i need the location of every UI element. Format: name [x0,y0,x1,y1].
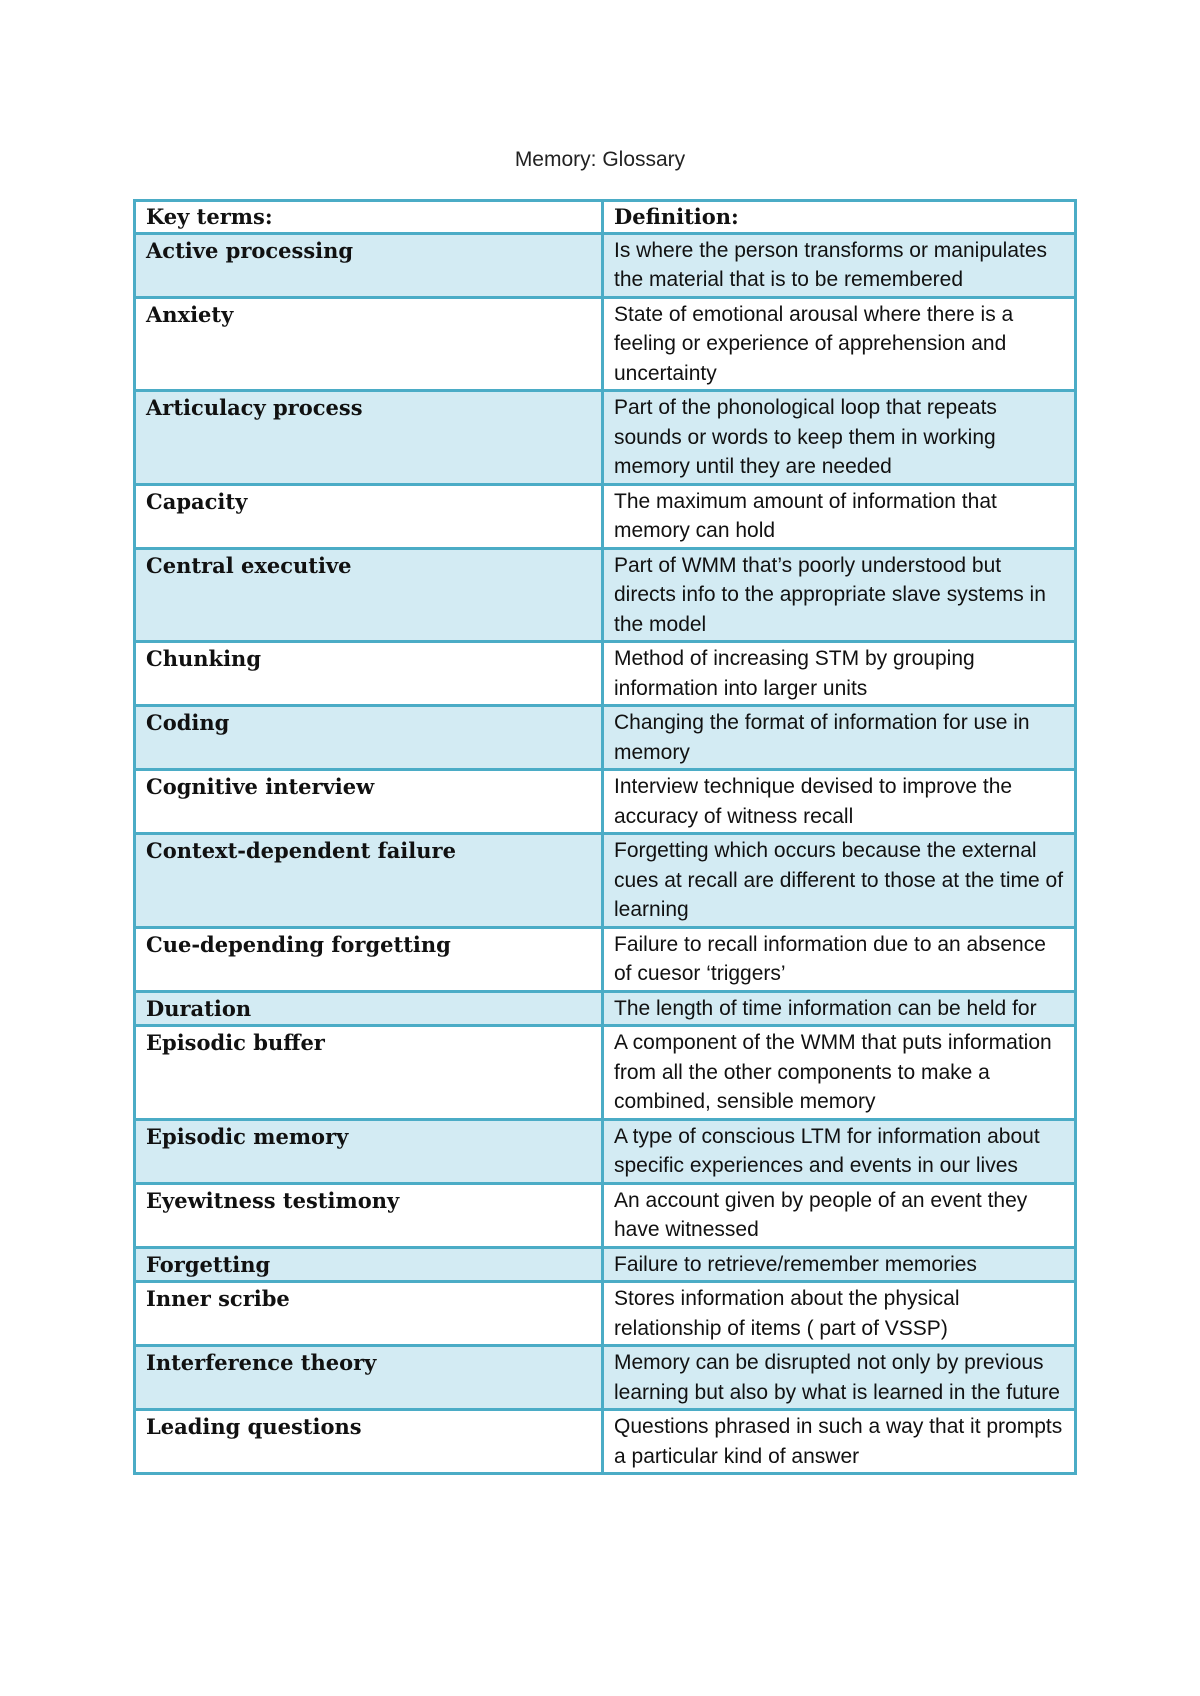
table-row [135,297,1076,391]
glossary-definition: A component of the WMM that puts information from all the other components to make a combined, sensible memory [603,1026,1076,1120]
glossary-term: Active processing [135,233,603,297]
glossary-term: Cognitive interview [135,770,603,834]
table-row [135,1282,1076,1346]
glossary-definition: The length of time information can be held for [603,991,1076,1026]
table-row [135,484,1076,548]
glossary-definition: Part of WMM that’s poorly understood but directs info to the appropriate slave systems in the model [603,548,1076,642]
glossary-definition: Memory can be disrupted not only by previous learning but also by what is learned in the future [603,1346,1076,1410]
header-definition: Definition: [603,201,1076,234]
table-row [135,706,1076,770]
glossary-definition: Failure to retrieve/remember memories [603,1247,1076,1282]
glossary-term: Context-dependent failure [135,834,603,928]
glossary-term: Duration [135,991,603,1026]
table-header-row [135,201,1076,234]
glossary-term: Inner scribe [135,1282,603,1346]
table-row [135,770,1076,834]
glossary-term: Anxiety [135,297,603,391]
glossary-definition: Questions phrased in such a way that it prompts a particular kind of answer [603,1410,1076,1474]
glossary-term: Interference theory [135,1346,603,1410]
glossary-term: Cue-depending forgetting [135,927,603,991]
glossary-term: Capacity [135,484,603,548]
glossary-definition: The maximum amount of information that memory can hold [603,484,1076,548]
glossary-definition: An account given by people of an event they have witnessed [603,1183,1076,1247]
glossary-definition: A type of conscious LTM for information about specific experiences and events in our lives [603,1119,1076,1183]
glossary-definition: State of emotional arousal where there is a feeling or experience of apprehension and uncertainty [603,297,1076,391]
glossary-definition: Stores information about the physical relationship of items ( part of VSSP) [603,1282,1076,1346]
table-row [135,1346,1076,1410]
glossary-term: Episodic buffer [135,1026,603,1120]
glossary-definition: Part of the phonological loop that repeats sounds or words to keep them in working memory until they are needed [603,391,1076,485]
glossary-definition: Forgetting which occurs because the external cues at recall are different to those at the time of learning [603,834,1076,928]
table-row [135,548,1076,642]
glossary-term: Leading questions [135,1410,603,1474]
page-title: Memory: Glossary [514,148,686,171]
glossary-term: Eyewitness testimony [135,1183,603,1247]
table-row [135,642,1076,706]
glossary-definition: Method of increasing STM by grouping information into larger units [603,642,1076,706]
table-row [135,991,1076,1026]
table-row [135,1183,1076,1247]
table-row [135,927,1076,991]
table-row [135,834,1076,928]
table-row [135,1119,1076,1183]
table-row [135,1026,1076,1120]
glossary-term: Coding [135,706,603,770]
glossary-term: Articulacy process [135,391,603,485]
glossary-definition: Is where the person transforms or manipulates the material that is to be remembered [603,233,1076,297]
glossary-table [133,199,1077,1475]
glossary-definition: Failure to recall information due to an absence of cuesor ‘triggers’ [603,927,1076,991]
table-row [135,1247,1076,1282]
glossary-definition: Interview technique devised to improve the accuracy of witness recall [603,770,1076,834]
glossary-term: Forgetting [135,1247,603,1282]
table-row [135,233,1076,297]
table-row [135,391,1076,485]
glossary-term: Chunking [135,642,603,706]
glossary-term: Episodic memory [135,1119,603,1183]
glossary-definition: Changing the format of information for use in memory [603,706,1076,770]
table-row [135,1410,1076,1474]
header-key-terms: Key terms: [135,201,603,234]
glossary-term: Central executive [135,548,603,642]
